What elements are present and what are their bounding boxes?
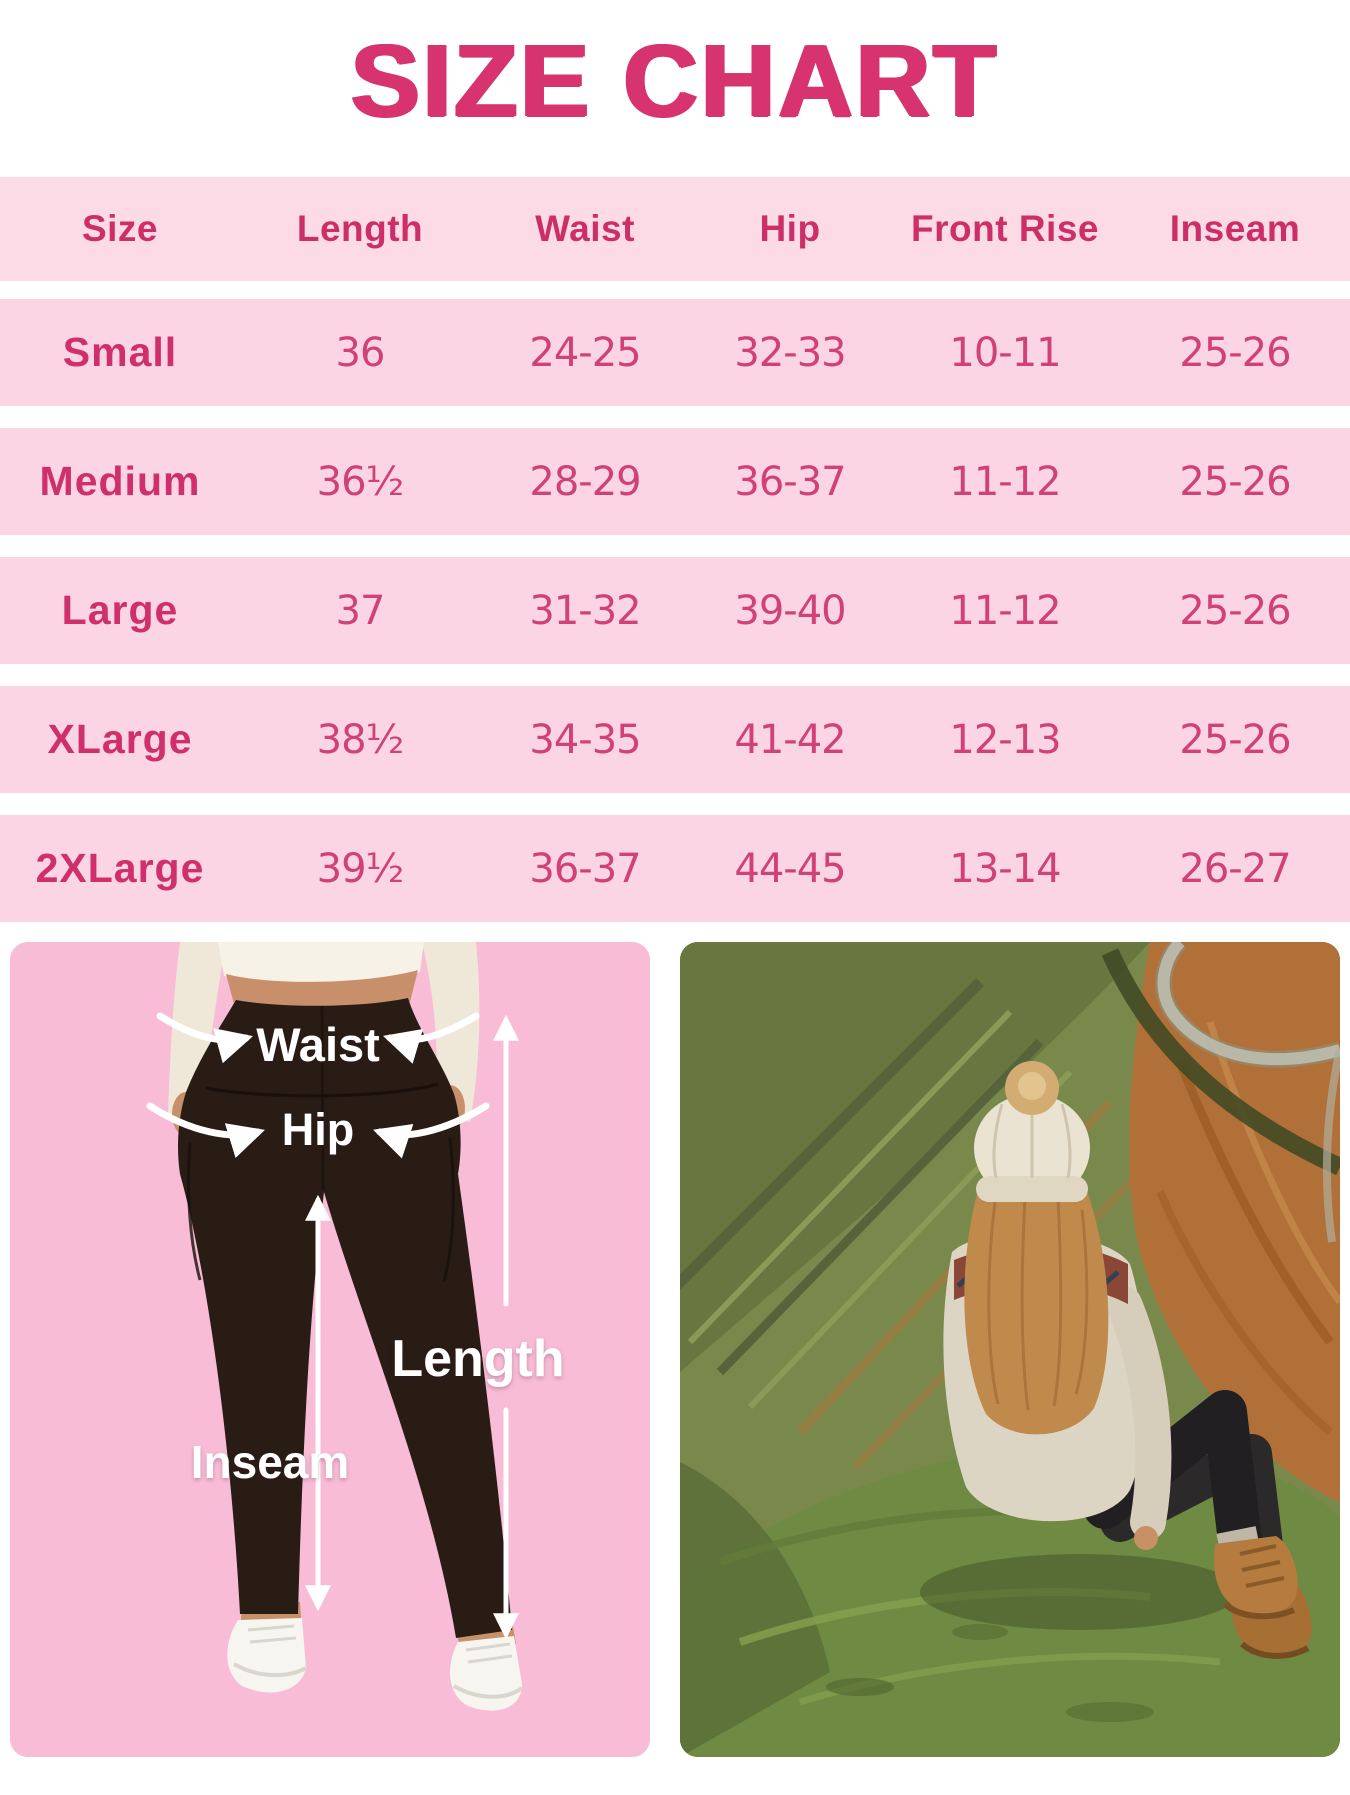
measurement-value: 24-25	[529, 329, 641, 376]
length-label: Length	[391, 1330, 565, 1388]
size-label: 2XLarge	[35, 845, 205, 891]
column-header-hip: Hip	[759, 208, 821, 249]
table-header-row	[0, 177, 1350, 281]
hip-label: Hip	[281, 1104, 355, 1155]
measurement-value: 12-13	[949, 716, 1061, 763]
table-row-medium	[0, 428, 1350, 535]
size-label: Large	[61, 587, 179, 633]
table-row-large	[0, 557, 1350, 664]
size-label: XLarge	[47, 716, 193, 762]
figure-shadow	[920, 1554, 1240, 1630]
measurement-value: 34-35	[529, 716, 641, 763]
measurement-value: 13-14	[949, 845, 1061, 892]
measurement-value: 31-32	[529, 587, 641, 634]
table-row-xlarge	[0, 686, 1350, 793]
measurement-value: 26-27	[1179, 845, 1291, 892]
inseam-label: Inseam	[190, 1436, 350, 1488]
table-row-2xlarge	[0, 815, 1350, 922]
measurement-value: 28-29	[529, 458, 641, 505]
page-title: SIZE CHART	[351, 23, 999, 138]
measurement-value: 36-37	[529, 845, 641, 892]
measurement-value: 32-33	[734, 329, 846, 376]
measurement-value: 10-11	[949, 329, 1061, 376]
column-header-waist: Waist	[535, 208, 635, 249]
column-header-inseam: Inseam	[1169, 208, 1301, 249]
measurement-value: 41-42	[734, 716, 846, 763]
measurement-value: 44-45	[734, 845, 846, 892]
measurement-value: 36	[335, 329, 385, 376]
measurement-diagram-illustration	[10, 942, 650, 1757]
measurement-value: 25-26	[1179, 329, 1291, 376]
column-header-length: Length	[296, 208, 424, 249]
column-header-size: Size	[81, 208, 159, 249]
table-row-small	[0, 299, 1350, 406]
lifestyle-photo-illustration	[680, 942, 1340, 1757]
measurement-value: 25-26	[1179, 587, 1291, 634]
measurement-value: 39-40	[734, 587, 846, 634]
measurement-value: 36-37	[734, 458, 846, 505]
measurement-value: 25-26	[1179, 458, 1291, 505]
waist-label: Waist	[256, 1018, 380, 1071]
hand	[1134, 1526, 1158, 1550]
measurement-value: 36½	[316, 458, 404, 505]
measurement-value: 38½	[316, 716, 404, 763]
measurement-value: 37	[335, 587, 385, 634]
measurement-value: 11-12	[949, 587, 1061, 634]
measurement-value: 25-26	[1179, 716, 1291, 763]
measurement-value: 11-12	[949, 458, 1061, 505]
size-label: Small	[62, 329, 178, 375]
lifestyle-photo-panel	[680, 942, 1340, 1757]
size-label: Medium	[39, 458, 201, 504]
measurement-value: 39½	[316, 845, 404, 892]
column-header-front-rise: Front Rise	[911, 208, 1099, 249]
size-chart-table	[0, 177, 1350, 944]
measurement-diagram-panel	[10, 942, 650, 1757]
